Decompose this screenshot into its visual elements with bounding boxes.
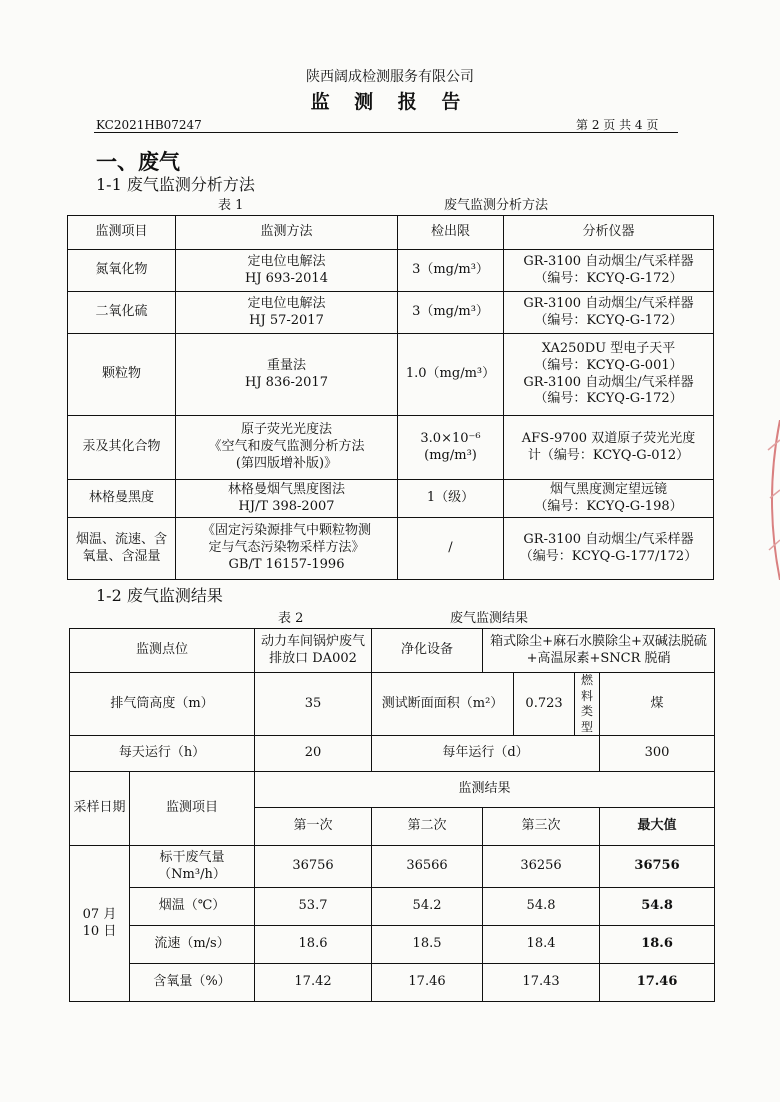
value-cell: 17.46 [372,964,483,1002]
table1-heading: 1-1 废气监测分析方法 [96,175,255,194]
item-cell: 颗粒物 [68,334,176,416]
table2-operation-row [70,736,715,772]
table2-row [70,926,715,964]
max-cell: 54.8 [600,888,715,926]
limit-cell: 3（mg/m³） [398,292,504,334]
instrument-cell: GR-3100 自动烟尘/气采样器 （编号：KCYQ-G-177/172） [504,518,714,580]
date-cell: 07 月 10 日 [70,846,130,1002]
limit-cell: 3（mg/m³） [398,250,504,292]
section-area-value: 0.723 [514,673,575,736]
monitoring-results-table [69,628,715,1002]
value-cell: 18.6 [255,926,372,964]
method-cell: 原子荧光光度法 《空气和废气监测分析方法 (第四版增补版)》 [176,416,398,480]
item-cell: 含氧量（%） [130,964,255,1002]
table1-caption-title: 废气监测分析方法 [444,198,549,213]
date-label: 采样日期 [70,772,130,846]
col-header-max: 最大值 [600,808,715,846]
value-cell: 53.7 [255,888,372,926]
value-cell: 17.43 [483,964,600,1002]
value-cell: 36566 [372,846,483,888]
value-cell: 36756 [255,846,372,888]
fuel-label: 燃料类型 [575,673,600,736]
table1-header-row [68,216,714,250]
section-title: 一、废气 [96,149,180,174]
table2-caption-title: 废气监测结果 [450,611,529,626]
table2-header-row [70,772,715,808]
table2-row [70,888,715,926]
point-value: 动力车间锅炉废气排放口 DA002 [255,629,372,673]
table1-caption-no: 表 1 [218,198,244,213]
max-cell: 36756 [600,846,715,888]
table1-row [68,334,714,416]
table1-header-limit: 检出限 [398,216,504,250]
report-number: KC2021HB07247 [96,118,202,132]
limit-cell: 3.0×10⁻⁶ (mg/m³) [398,416,504,480]
daily-value: 20 [255,736,372,772]
yearly-value: 300 [600,736,715,772]
table1-row [68,416,714,480]
table2-stack-row [70,673,715,736]
instrument-cell: GR-3100 自动烟尘/气采样器 （编号：KCYQ-G-172） [504,250,714,292]
yearly-label: 每年运行（d） [372,736,600,772]
seal-stamp-edge [760,420,780,580]
table1-row [68,292,714,334]
method-cell: 重量法 HJ 836-2017 [176,334,398,416]
table1-row [68,480,714,518]
section-area-label: 测试断面面积（m²） [372,673,514,736]
item-cell: 烟温（℃） [130,888,255,926]
value-cell: 18.4 [483,926,600,964]
max-cell: 17.46 [600,964,715,1002]
table1-header-item: 监测项目 [68,216,176,250]
table1-header-instrument: 分析仪器 [504,216,714,250]
table2-row [70,846,715,888]
method-cell: 《固定污染源排气中颗粒物测 定与气态污染物采样方法》 GB/T 16157-1996 [176,518,398,580]
fuel-value: 煤 [600,673,715,736]
instrument-cell: AFS-9700 双道原子荧光光度 计（编号：KCYQ-G-012） [504,416,714,480]
max-cell: 18.6 [600,926,715,964]
col-header-third: 第三次 [483,808,600,846]
item-cell: 林格曼黑度 [68,480,176,518]
company-name: 陕西阔成检测服务有限公司 [306,69,474,85]
item-cell: 二氧化硫 [68,292,176,334]
report-title: 监 测 报 告 [310,91,470,113]
value-cell: 36256 [483,846,600,888]
item-cell: 标干废气量（Nm³/h） [130,846,255,888]
item-cell: 氮氧化物 [68,250,176,292]
instrument-cell: 烟气黑度测定望远镜 （编号：KCYQ-G-198） [504,480,714,518]
point-label: 监测点位 [70,629,255,673]
header-rule [94,132,678,133]
item-cell: 流速（m/s） [130,926,255,964]
limit-cell: 1（级） [398,480,504,518]
method-cell: 林格曼烟气黑度图法 HJ/T 398-2007 [176,480,398,518]
table1-row [68,518,714,580]
item-cell: 汞及其化合物 [68,416,176,480]
table2-row [70,964,715,1002]
table2-heading: 1-2 废气监测结果 [96,586,223,605]
method-cell: 定电位电解法 HJ 693-2014 [176,250,398,292]
page-info: 第 2 页 共 4 页 [576,118,659,132]
item-label: 监测项目 [130,772,255,846]
table2-point-row [70,629,715,673]
value-cell: 18.5 [372,926,483,964]
analysis-methods-table [67,215,714,580]
table1-header-method: 监测方法 [176,216,398,250]
stack-value: 35 [255,673,372,736]
result-label: 监测结果 [255,772,715,808]
col-header-first: 第一次 [255,808,372,846]
method-cell: 定电位电解法 HJ 57-2017 [176,292,398,334]
item-cell: 烟温、流速、含氧量、含湿量 [68,518,176,580]
limit-cell: / [398,518,504,580]
instrument-cell: GR-3100 自动烟尘/气采样器 （编号：KCYQ-G-172） [504,292,714,334]
daily-label: 每天运行（h） [70,736,255,772]
equip-label: 净化设备 [372,629,483,673]
value-cell: 54.8 [483,888,600,926]
stack-label: 排气筒高度（m） [70,673,255,736]
value-cell: 54.2 [372,888,483,926]
limit-cell: 1.0（mg/m³） [398,334,504,416]
col-header-second: 第二次 [372,808,483,846]
table1-row [68,250,714,292]
value-cell: 17.42 [255,964,372,1002]
equip-value: 箱式除尘+麻石水膜除尘+双碱法脱硫+高温尿素+SNCR 脱硝 [483,629,715,673]
table2-caption-no: 表 2 [278,611,304,626]
instrument-cell: XA250DU 型电子天平 （编号：KCYQ-G-001） GR-3100 自动烟尘/气采样器 （编号：KCYQ-G-172） [504,334,714,416]
